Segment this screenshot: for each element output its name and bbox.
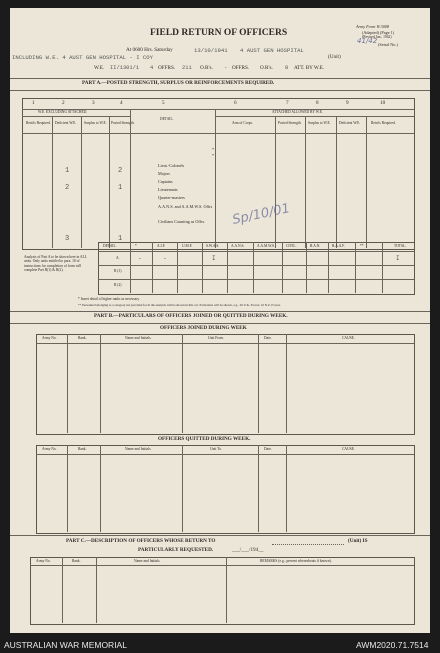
part-c-unit: (Unit) IS	[348, 538, 368, 544]
quitted-header: Name and Initials.	[125, 447, 152, 451]
offrs2-value: -	[224, 65, 228, 71]
subheader: Arm of Corps.	[232, 121, 253, 125]
part-b-title: PART B.—PARTICULARS OF OFFICERS JOINED OR QUITTED DURING WEEK.	[94, 313, 288, 319]
analysis-header: U.M.F.	[182, 244, 193, 248]
subheader: Surplus to W.E.	[84, 121, 107, 125]
subheader: Deficient W.E.	[339, 121, 361, 125]
quitted-header: Unit To.	[210, 447, 222, 451]
adapted-label: (Adapted) (Page 1)	[362, 30, 395, 35]
joined-header: Unit From.	[208, 336, 224, 340]
serial-label: (Serial No.)	[378, 42, 398, 47]
joined-header: Date.	[264, 336, 272, 340]
analysis-header: R.A.A.F.	[332, 244, 345, 248]
archive-footer	[0, 635, 440, 653]
cell-value: 1	[118, 235, 123, 243]
analysis-header: R.A.N.	[310, 244, 321, 248]
joined-header: Rank.	[78, 336, 87, 340]
subheader: Surplus to W.E.	[308, 121, 331, 125]
we-label: W.E.	[94, 65, 105, 71]
quitted-title: OFFICERS QUITTED DURING WEEK.	[158, 436, 251, 442]
col-num: 2	[62, 100, 65, 106]
footer-source: AUSTRALIAN WAR MEMORIAL	[4, 640, 127, 650]
col-num: 3	[92, 100, 95, 106]
analysis-mark: -	[163, 255, 167, 262]
cell-value: 1	[65, 167, 70, 175]
col-num: 1	[32, 100, 35, 106]
we-excluding-header: W.E. EXCLUDING ATTACHED.	[38, 110, 88, 114]
part-c-table	[30, 557, 415, 625]
joined-header: Army No.	[42, 336, 57, 340]
rank-label: Lieutenants	[158, 187, 178, 192]
unit-label: (Unit)	[328, 54, 341, 60]
subheader: Rein'ts Required.	[371, 121, 396, 125]
joined-header: Name and Initials.	[125, 336, 152, 340]
handwritten-stamp: Sp/10/01	[231, 201, 292, 228]
subheader: Rein'ts Required.	[26, 121, 51, 125]
footnote-1: * Insert detail of higher ranks as necessary.	[78, 297, 140, 301]
rule	[22, 116, 130, 117]
analysis-header: S.W.A.S.	[206, 244, 220, 248]
at-hours-label: At 0600 Hrs. Saturday	[126, 47, 173, 53]
analysis-row-label: A.	[116, 256, 120, 260]
col-num: 4	[120, 100, 123, 106]
analysis-header: A.A.M.W.S.	[257, 244, 275, 248]
rank-label: Captains	[158, 179, 173, 184]
col-num: 10	[380, 100, 386, 106]
col-num: 8	[316, 100, 319, 106]
quitted-header: CAUSE.	[342, 447, 355, 451]
part-c-title: PART C.—DESCRIPTION OF OFFICERS WHOSE RETURN TO	[66, 538, 216, 544]
ors-value: 211	[182, 65, 192, 71]
offrs-value: 4	[150, 65, 154, 71]
att-by-we-label: ATT. BY W.E.	[294, 65, 325, 71]
analysis-mark: I	[212, 255, 216, 262]
analysis-row-label: B (2)	[114, 283, 122, 287]
form-sheet	[10, 8, 430, 633]
attached-allowed-header: ATTACHED ALLOWED BY W.E.	[272, 110, 323, 114]
rank-label: Civilians Counting as Offrs.	[158, 219, 206, 224]
analysis-header: A.A.N.S.	[231, 244, 245, 248]
subheader: Posted Strength.	[111, 121, 135, 125]
rule	[10, 90, 430, 91]
unit-typed-line2: INCLUDING W.E. 4 AUST GEN HOSPITAL - I COY	[12, 54, 153, 61]
joined-title: OFFICERS JOINED DURING WEEK	[160, 325, 247, 331]
star-mark: *	[212, 153, 215, 158]
part-c-header: Rank.	[72, 559, 81, 563]
ors2-value: 8	[285, 65, 289, 71]
ors2-label: O.R's.	[260, 65, 273, 71]
analysis-header: A.I.F.	[157, 244, 166, 248]
part-c-header: REMARKS (e.g., present whereabouts if known).	[260, 559, 332, 563]
analysis-mark: -	[138, 255, 142, 262]
col-num: 9	[346, 100, 349, 106]
star-mark: *	[212, 147, 215, 152]
analysis-table	[98, 242, 415, 295]
analysis-header: DETAIL.	[103, 244, 117, 248]
quitted-table	[36, 445, 415, 534]
quitted-header: Rank.	[78, 447, 87, 451]
cell-value: 2	[65, 184, 70, 192]
subheader: Deficient W.E.	[55, 121, 77, 125]
footnote-2: ** Personnel belonging to a category not provided for in the analysis will be shown in this col. Particulars will be shown, e.g., 20 U.K. Forces; 10 N.Z. Forces.	[78, 303, 281, 307]
we-typed: II/1301/1	[110, 65, 140, 71]
col-num: 5	[162, 100, 165, 106]
analysis-header: *	[135, 244, 137, 248]
part-c-header: Name and Initials.	[134, 559, 161, 563]
rank-label: A.A.N.S. and A.A.M.W.S. Offrs	[158, 204, 213, 209]
offrs2-label: OFFRS.	[232, 65, 250, 71]
cell-value: 3	[65, 235, 70, 243]
analysis-row-label: B (1)	[114, 269, 122, 273]
offrs-label: OFFRS.	[158, 65, 176, 71]
part-c-date: ___/___/194__	[232, 547, 264, 553]
part-c-requested: PARTICULARLY REQUESTED.	[138, 547, 214, 553]
part-a-title: PART A.—POSTED STRENGTH, SURPLUS OR REINFORCEMENTS REQUIRED.	[82, 80, 275, 86]
footer-accession: AWM2020.71.7514	[356, 640, 429, 650]
unit-typed: 4 AUST GEN HOSPITAL	[240, 47, 304, 54]
quitted-header: Army No.	[42, 447, 57, 451]
analysis-total: I	[396, 255, 400, 262]
form-title: FIELD RETURN OF OFFICERS	[150, 28, 288, 38]
quitted-header: Date.	[264, 447, 272, 451]
rule	[215, 116, 414, 117]
rank-label: Lieut.-Colonels	[158, 163, 185, 168]
cell-value: 1	[118, 184, 123, 192]
part-c-header: Army No.	[36, 559, 51, 563]
analysis-header: **	[360, 244, 364, 248]
analysis-header: CIVIL.	[286, 244, 297, 248]
detail-header: DETAIL.	[160, 117, 174, 121]
rank-label: Quarter-masters	[158, 195, 185, 200]
joined-table	[36, 334, 415, 435]
joined-header: CAUSE.	[342, 336, 355, 340]
serial-handwritten: 41/42	[357, 37, 378, 45]
revised-label: (Revised Jan., 1942)	[362, 35, 392, 39]
cell-value: 2	[118, 167, 123, 175]
analysis-instructions: Analysis of Part A to be shown here in ALL units. Only units entitled to para. 10 of instructions for completion of form will complete Part B(1) & B(2).	[24, 255, 87, 273]
rank-label: Majors	[158, 171, 170, 176]
col-num: 6	[234, 100, 237, 106]
col-num: 7	[286, 100, 289, 106]
ors-label: O.R's.	[200, 65, 213, 71]
army-form-number: Army Form W.3008	[356, 24, 389, 29]
analysis-header: TOTAL.	[394, 244, 407, 248]
date-typed: 13/10/1941	[194, 47, 228, 54]
subheader: Posted Strength.	[278, 121, 302, 125]
rule	[10, 78, 430, 79]
